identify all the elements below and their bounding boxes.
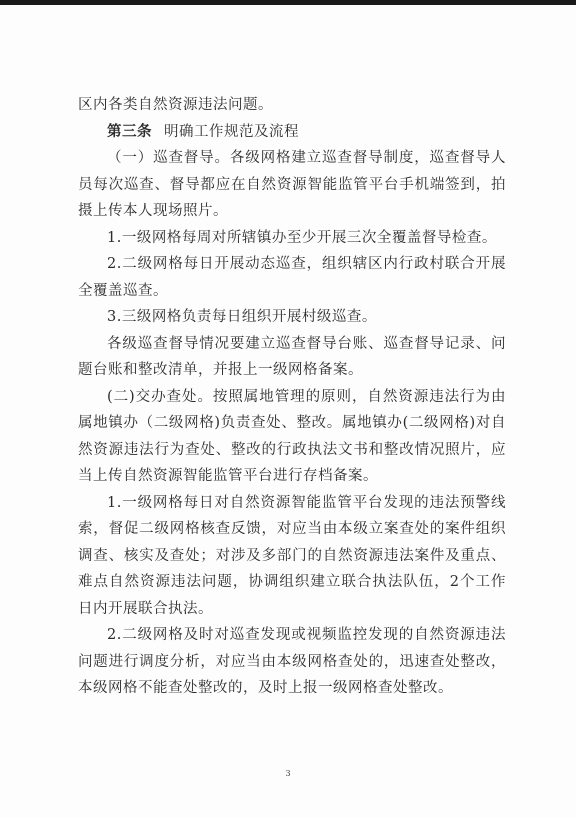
document-body xyxy=(78,92,506,702)
page-number: 3 xyxy=(285,769,291,778)
article-heading xyxy=(78,119,506,146)
paragraph-handle-item-2: 2.二级网格及时对巡查发现或视频监控发现的自然资源违法问题进行调度分析，对应当由本级网格查处的，迅速查处整改，本级网格不能查处整改的，及时上报一级网格查处整改。 xyxy=(78,627,506,696)
paragraph-assign-handle: (二)交办查处。按照属地管理的原则，自然资源违法行为由属地镇办（二级网格)负责查处、整改。属地镇办(二级网格)对自然资源违法行为查处、整改的行政执法文书和整改情况照片，应当上传自然资源智能监管平台进行存档备案。 xyxy=(78,388,506,484)
paragraph-handle-item-1: 1.一级网格每日对自然资源智能监管平台发现的违法预警线索，督促二级网格核查反馈，对应当由本级立案查处的案件组织调查、核实及查处；对涉及多部门的自然资源违法案件及重点、难点自然资源违法问题，协调组织建立联合执法队伍，2个工作日内开展联合执法。 xyxy=(78,494,506,617)
scan-top-edge xyxy=(0,0,576,5)
paragraph-item-2: 2.二级网格每日开展动态巡查，组织辖区内行政村联合开展全覆盖巡查。 xyxy=(78,256,506,299)
paragraph-item-3: 3.三级网格负责每日组织开展村级巡查。 xyxy=(107,309,377,325)
paragraph-inspection: （一）巡查督导。各级网格建立巡查督导制度，巡查督导人员每次巡查、督导都应在自然资源智能监管平台手机端签到，拍摄上传本人现场照片。 xyxy=(78,150,506,219)
paragraph-records: 各级巡查督导情况要建立巡查督导台账、巡查督导记录、问题台账和整改清单，并报上一级网格备案。 xyxy=(78,335,506,378)
paragraph-item-1: 1.一级网格每周对所辖镇办至少开展三次全覆盖督导检查。 xyxy=(107,229,497,246)
article-number: 第三条 xyxy=(107,123,152,140)
article-title: 明确工作规范及流程 xyxy=(164,123,299,140)
paragraph-continuation: 区内各类自然资源违法问题。 xyxy=(78,97,273,113)
